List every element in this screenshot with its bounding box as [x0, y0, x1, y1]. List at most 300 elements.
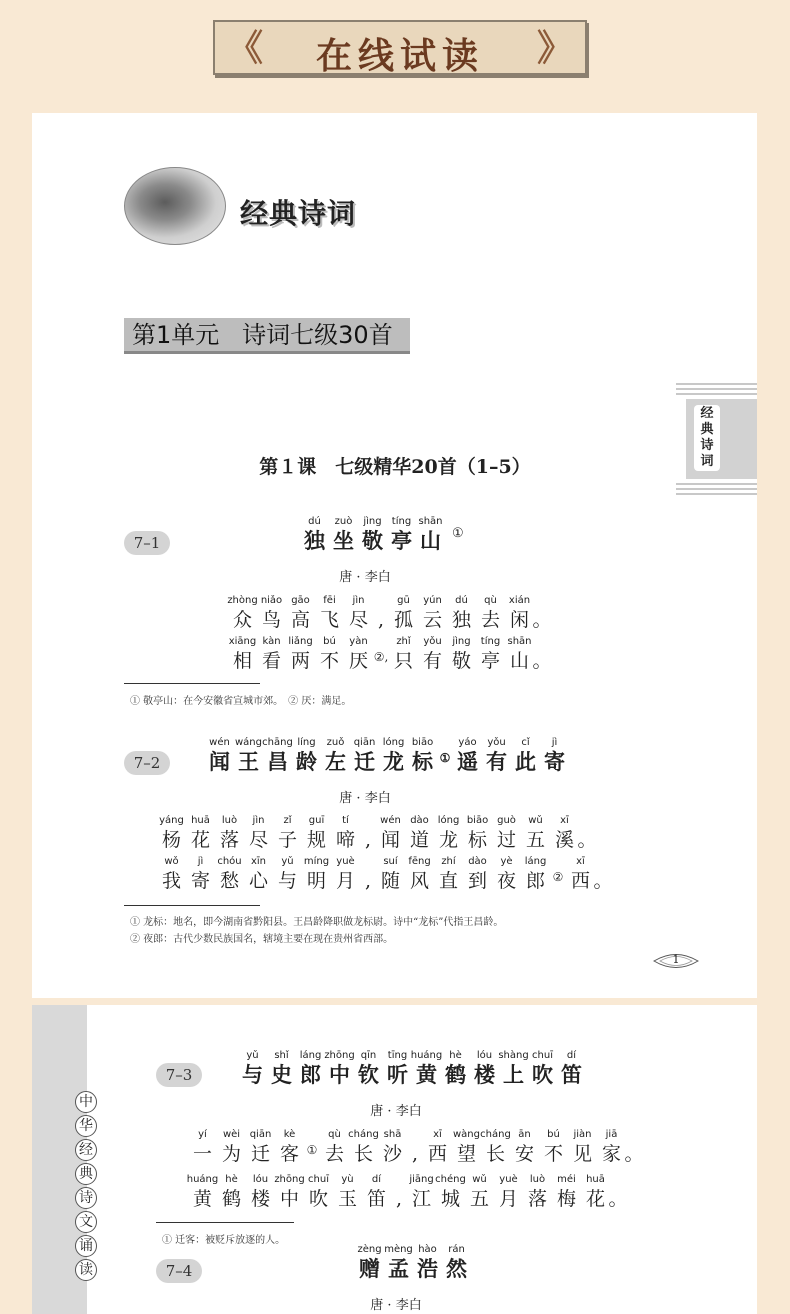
hanzi: 尽	[348, 609, 368, 631]
char-cell	[521, 856, 550, 894]
char-cell	[275, 1174, 304, 1212]
footnote-rule	[124, 683, 260, 684]
char-cell	[358, 516, 387, 554]
poem-title	[300, 516, 445, 554]
pinyin: wǔ	[528, 815, 543, 826]
char-cell	[331, 856, 360, 894]
poem-title	[205, 737, 569, 775]
char-cell	[315, 636, 344, 674]
char-cell	[304, 1174, 333, 1212]
hanzi: 有	[486, 749, 507, 774]
char-cell	[384, 1244, 413, 1282]
char-cell	[355, 1244, 384, 1282]
vertical-title-char: 文	[75, 1211, 97, 1233]
pinyin: jiàn	[573, 1129, 592, 1140]
pinyin: zhōng	[324, 1050, 355, 1061]
char-cell	[481, 1129, 510, 1167]
char-cell	[275, 1129, 304, 1167]
side-tab-char: 诗	[700, 438, 714, 453]
pinyin: xī	[576, 856, 585, 867]
hanzi: 西	[570, 870, 590, 892]
pinyin: cǐ	[521, 737, 530, 748]
vertical-title-char: 华	[75, 1115, 97, 1137]
hanzi: 夜	[496, 870, 516, 892]
hanzi: 与	[277, 870, 297, 892]
footnote: ② 夜郎：古代少数民族国名，辖境主要在现在贵州省西部。	[130, 934, 394, 945]
hanzi: 五	[525, 829, 545, 851]
hanzi: 与	[242, 1062, 263, 1087]
pinyin: xiāng	[228, 636, 257, 647]
char-cell	[441, 1050, 470, 1088]
pinyin: tíng	[480, 636, 501, 647]
pinyin: yǒu	[487, 737, 506, 748]
pinyin: xī	[433, 1129, 442, 1140]
hanzi: 。	[624, 1143, 644, 1165]
pinyin: chéng	[435, 1174, 466, 1185]
char-cell	[333, 1174, 362, 1212]
char-cell	[505, 595, 534, 633]
hanzi: 五	[469, 1188, 489, 1210]
char-cell	[476, 636, 505, 674]
pinyin: yǔ	[246, 1050, 259, 1061]
hanzi: 只	[393, 650, 413, 672]
char-cell	[436, 1174, 465, 1212]
char-cell	[463, 856, 492, 894]
poem-line	[228, 595, 550, 633]
pinyin: suí	[383, 856, 398, 867]
banner	[213, 20, 587, 75]
pinyin: hè	[449, 1050, 462, 1061]
char-cell	[362, 1174, 391, 1212]
pinyin: yáo	[458, 737, 477, 748]
hanzi: 风	[409, 870, 429, 892]
pinyin: chóu	[217, 856, 242, 867]
pinyin: wén	[380, 815, 401, 826]
pinyin: cháng	[348, 1129, 379, 1140]
char-cell	[286, 595, 315, 633]
pinyin: tīng	[387, 1050, 408, 1061]
page-number	[652, 950, 700, 972]
hanzi: 迁	[354, 749, 375, 774]
hanzi: 上	[503, 1062, 524, 1087]
hanzi: 独	[451, 609, 471, 631]
ink-painting-logo	[124, 167, 226, 245]
char-cell	[257, 636, 286, 674]
hanzi: 安	[514, 1143, 534, 1165]
punctuation-cell	[373, 636, 389, 674]
hanzi: 孟	[388, 1256, 409, 1281]
hanzi: 寄	[544, 749, 565, 774]
pinyin: lóng	[382, 737, 405, 748]
pinyin: shān	[507, 636, 532, 647]
hanzi: 标	[412, 749, 433, 774]
hanzi: 亭	[480, 650, 500, 672]
hanzi: 龙	[438, 829, 458, 851]
char-cell	[453, 737, 482, 775]
char-cell	[568, 1129, 597, 1167]
hanzi: 左	[325, 749, 346, 774]
pinyin: yǒu	[423, 636, 442, 647]
char-cell	[329, 516, 358, 554]
pinyin: shǐ	[274, 1050, 289, 1061]
char-cell	[292, 737, 321, 775]
hanzi: 龙	[383, 749, 404, 774]
hanzi: 鹤	[221, 1188, 241, 1210]
hanzi: 高	[290, 609, 310, 631]
poem-author: 唐 · 李白	[339, 570, 391, 585]
hanzi: ①	[306, 1143, 318, 1157]
pinyin: yí	[198, 1129, 207, 1140]
hanzi: 鸟	[261, 609, 281, 631]
pinyin: shā	[383, 1129, 402, 1140]
hanzi: 闻	[209, 749, 230, 774]
char-cell	[315, 595, 344, 633]
char-cell	[383, 1050, 412, 1088]
char-cell	[325, 1050, 354, 1088]
pinyin: biāo	[466, 815, 489, 826]
poem-line	[228, 636, 550, 674]
hanzi: 中	[329, 1062, 350, 1087]
punctuation-cell	[360, 856, 376, 894]
hanzi: 此	[515, 749, 536, 774]
hanzi: 家	[601, 1143, 621, 1165]
hanzi: 闲	[509, 609, 529, 631]
char-cell	[552, 1174, 581, 1212]
pinyin: lóu	[476, 1050, 493, 1061]
left-bracket-mark: 《	[227, 27, 264, 69]
hanzi: 然	[446, 1256, 467, 1281]
pinyin: liǎng	[288, 636, 313, 647]
pinyin: zhòng	[227, 595, 258, 606]
char-cell	[528, 1050, 557, 1088]
hanzi: 。	[532, 650, 552, 672]
pinyin: kè	[283, 1129, 296, 1140]
pinyin: xián	[508, 595, 531, 606]
poem-line	[157, 815, 595, 853]
hanzi: 月	[498, 1188, 518, 1210]
pinyin: yàn	[349, 636, 368, 647]
hanzi: 郎	[300, 1062, 321, 1087]
char-cell	[188, 1129, 217, 1167]
char-cell	[550, 815, 579, 853]
hanzi: 长	[353, 1143, 373, 1165]
char-cell	[387, 516, 416, 554]
hanzi: 江	[411, 1188, 431, 1210]
vertical-title	[75, 1091, 99, 1283]
char-cell	[540, 737, 569, 775]
hanzi: 钦	[358, 1062, 379, 1087]
char-cell	[408, 737, 437, 775]
hanzi: ②,	[373, 650, 389, 664]
poem-line	[188, 1129, 642, 1167]
hanzi: 楼	[250, 1188, 270, 1210]
char-cell	[350, 737, 379, 775]
pinyin: yù	[341, 1174, 354, 1185]
hanzi: 玉	[337, 1188, 357, 1210]
hanzi: 两	[290, 650, 310, 672]
vertical-title-char: 读	[75, 1259, 97, 1281]
pinyin: xīn	[250, 856, 267, 867]
hanzi: 为	[221, 1143, 241, 1165]
hanzi: 遥	[457, 749, 478, 774]
hanzi: 史	[271, 1062, 292, 1087]
char-cell	[244, 815, 273, 853]
pinyin: méi	[557, 1174, 576, 1185]
hanzi: 中	[279, 1188, 299, 1210]
pinyin: zhǐ	[396, 636, 411, 647]
footnote: ① 迁客：被贬斥放逐的人。	[162, 1235, 286, 1246]
char-cell	[234, 737, 263, 775]
hanzi: 楼	[474, 1062, 495, 1087]
pinyin: dú	[455, 595, 468, 606]
hanzi: 王	[238, 749, 259, 774]
hanzi: 敬	[451, 650, 471, 672]
char-cell	[566, 856, 595, 894]
char-cell	[494, 1174, 523, 1212]
char-cell	[452, 1129, 481, 1167]
hanzi: 浩	[417, 1256, 438, 1281]
page-number-text: 1	[672, 953, 680, 966]
banner-title: 在线试读	[315, 36, 484, 77]
pinyin: bú	[547, 1129, 560, 1140]
char-cell	[482, 737, 511, 775]
punctuation-cell	[360, 815, 376, 853]
pinyin: huā	[191, 815, 210, 826]
pinyin: tíng	[391, 516, 412, 527]
char-cell	[354, 1050, 383, 1088]
pinyin: yuè	[499, 1174, 518, 1185]
hanzi: 见	[572, 1143, 592, 1165]
pinyin: guī	[308, 815, 325, 826]
char-cell	[157, 856, 186, 894]
char-cell	[263, 737, 292, 775]
char-cell	[205, 737, 234, 775]
hanzi: 月	[335, 870, 355, 892]
pinyin: yáng	[159, 815, 184, 826]
pinyin: zuǒ	[326, 737, 345, 748]
pinyin: jìn	[252, 815, 265, 826]
char-cell	[418, 636, 447, 674]
pinyin: míng	[303, 856, 330, 867]
char-cell	[349, 1129, 378, 1167]
hanzi: 。	[608, 1188, 628, 1210]
pinyin: jì	[551, 737, 558, 748]
footnote: ① 龙标：地名，即今湖南省黔阳县。王昌龄降职做龙标尉。诗中“龙标”代指王昌龄。	[130, 917, 504, 928]
char-cell	[434, 815, 463, 853]
hanzi: ,	[364, 829, 372, 851]
hanzi: 听	[387, 1062, 408, 1087]
pinyin: qiān	[249, 1129, 272, 1140]
hanzi: 规	[306, 829, 326, 851]
hanzi: 梅	[556, 1188, 576, 1210]
hanzi: 独	[304, 528, 325, 553]
char-cell	[273, 815, 302, 853]
vertical-title-char: 典	[75, 1163, 97, 1185]
pinyin: jiā	[605, 1129, 618, 1140]
hanzi: 啼	[335, 829, 355, 851]
punctuation-cell	[579, 815, 595, 853]
hanzi: 标	[467, 829, 487, 851]
section-title: 经典诗词	[240, 197, 357, 230]
hanzi: 鹤	[445, 1062, 466, 1087]
hanzi: 云	[422, 609, 442, 631]
pinyin: zhōng	[274, 1174, 305, 1185]
pinyin: luò	[221, 815, 238, 826]
hanzi: 愁	[219, 870, 239, 892]
side-tab-char: 经	[700, 406, 714, 421]
char-cell	[267, 1050, 296, 1088]
char-cell	[302, 856, 331, 894]
pinyin: huáng	[186, 1174, 219, 1185]
char-cell	[539, 1129, 568, 1167]
pinyin: wàng	[453, 1129, 480, 1140]
char-cell	[257, 595, 286, 633]
pinyin: shān	[418, 516, 443, 527]
hanzi: 一	[192, 1143, 212, 1165]
pinyin: niǎo	[260, 595, 283, 606]
char-cell	[273, 856, 302, 894]
hanzi: 吹	[308, 1188, 328, 1210]
pinyin: dí	[371, 1174, 382, 1185]
char-cell	[228, 636, 257, 674]
char-cell	[581, 1174, 610, 1212]
pinyin: zèng	[357, 1244, 382, 1255]
hanzi: 子	[277, 829, 297, 851]
hanzi: ,	[364, 870, 372, 892]
pinyin: zǐ	[283, 815, 292, 826]
hanzi: 道	[409, 829, 429, 851]
pinyin: wǔ	[472, 1174, 487, 1185]
punctuation-cell	[437, 737, 453, 775]
hanzi: 花	[190, 829, 210, 851]
hanzi: 笛	[366, 1188, 386, 1210]
pinyin: qù	[328, 1129, 341, 1140]
char-cell	[246, 1174, 275, 1212]
hanzi: ,	[411, 1143, 419, 1165]
hanzi: 到	[467, 870, 487, 892]
lesson-title	[0, 452, 790, 479]
pinyin: chāng	[262, 737, 293, 748]
poem-number: 7–3	[156, 1063, 202, 1087]
punctuation-cell	[373, 595, 389, 633]
hanzi: 杨	[161, 829, 181, 851]
poem-number: 7–4	[156, 1259, 202, 1283]
char-cell	[434, 856, 463, 894]
hanzi: 明	[306, 870, 326, 892]
char-cell	[597, 1129, 626, 1167]
pinyin: cháng	[480, 1129, 511, 1140]
hanzi: 闻	[380, 829, 400, 851]
char-cell	[376, 856, 405, 894]
char-cell	[186, 856, 215, 894]
poem-author: 唐 · 李白	[370, 1298, 422, 1313]
poem-author: 唐 · 李白	[339, 791, 391, 806]
hanzi: 孤	[393, 609, 413, 631]
punctuation-cell	[595, 856, 611, 894]
hanzi: 城	[440, 1188, 460, 1210]
char-cell	[499, 1050, 528, 1088]
hanzi: 昌	[267, 749, 288, 774]
hanzi: 迁	[250, 1143, 270, 1165]
pinyin: gū	[397, 595, 410, 606]
char-cell	[186, 815, 215, 853]
hanzi: 西	[427, 1143, 447, 1165]
char-cell	[418, 595, 447, 633]
char-cell	[389, 595, 418, 633]
char-cell	[321, 737, 350, 775]
char-cell	[378, 1129, 407, 1167]
pinyin: qiān	[353, 737, 376, 748]
char-cell	[296, 1050, 325, 1088]
hanzi: ①	[439, 751, 451, 765]
pinyin: wèi	[222, 1129, 241, 1140]
vertical-title-char: 诵	[75, 1235, 97, 1257]
hanzi: 吹	[532, 1062, 553, 1087]
pinyin: fēng	[408, 856, 431, 867]
hanzi: 。	[593, 870, 613, 892]
char-cell	[286, 636, 315, 674]
char-cell	[407, 1174, 436, 1212]
char-cell	[492, 815, 521, 853]
hanzi: 龄	[296, 749, 317, 774]
char-cell	[300, 516, 329, 554]
hanzi: 赠	[359, 1256, 380, 1281]
char-cell	[470, 1050, 499, 1088]
char-cell	[238, 1050, 267, 1088]
pinyin: zhí	[441, 856, 456, 867]
punctuation-cell	[391, 1174, 407, 1212]
char-cell	[465, 1174, 494, 1212]
char-cell	[523, 1174, 552, 1212]
poem-author: 唐 · 李白	[370, 1104, 422, 1119]
pinyin: wén	[209, 737, 230, 748]
unit-title: 第1单元 诗词七级30首	[124, 318, 410, 354]
char-cell	[217, 1174, 246, 1212]
pinyin: jiāng	[409, 1174, 434, 1185]
pinyin: xī	[560, 815, 569, 826]
footnote-rule	[124, 905, 260, 906]
pinyin: chuī	[308, 1174, 329, 1185]
footnote-rule	[156, 1222, 294, 1223]
pinyin: hè	[225, 1174, 238, 1185]
pinyin: shàng	[498, 1050, 529, 1061]
char-cell	[557, 1050, 586, 1088]
punctuation-cell	[550, 856, 566, 894]
hanzi: 寄	[190, 870, 210, 892]
pinyin: yún	[423, 595, 442, 606]
pinyin: dú	[308, 516, 321, 527]
pinyin: huáng	[410, 1050, 443, 1061]
pinyin: jìn	[352, 595, 365, 606]
side-tab-char: 典	[700, 422, 714, 437]
pinyin: gāo	[291, 595, 310, 606]
hanzi: 尽	[248, 829, 268, 851]
hanzi: 有	[422, 650, 442, 672]
poem-line	[157, 856, 611, 894]
char-cell	[442, 1244, 471, 1282]
punctuation-cell	[626, 1129, 642, 1167]
char-cell	[405, 815, 434, 853]
char-cell	[476, 595, 505, 633]
pinyin: yǔ	[281, 856, 294, 867]
hanzi: 去	[480, 609, 500, 631]
char-cell	[228, 595, 257, 633]
pinyin: rán	[448, 1244, 465, 1255]
pinyin: jìng	[452, 636, 471, 647]
pinyin: dào	[410, 815, 429, 826]
pinyin: chuī	[532, 1050, 553, 1061]
poem-number: 7–2	[124, 751, 170, 775]
